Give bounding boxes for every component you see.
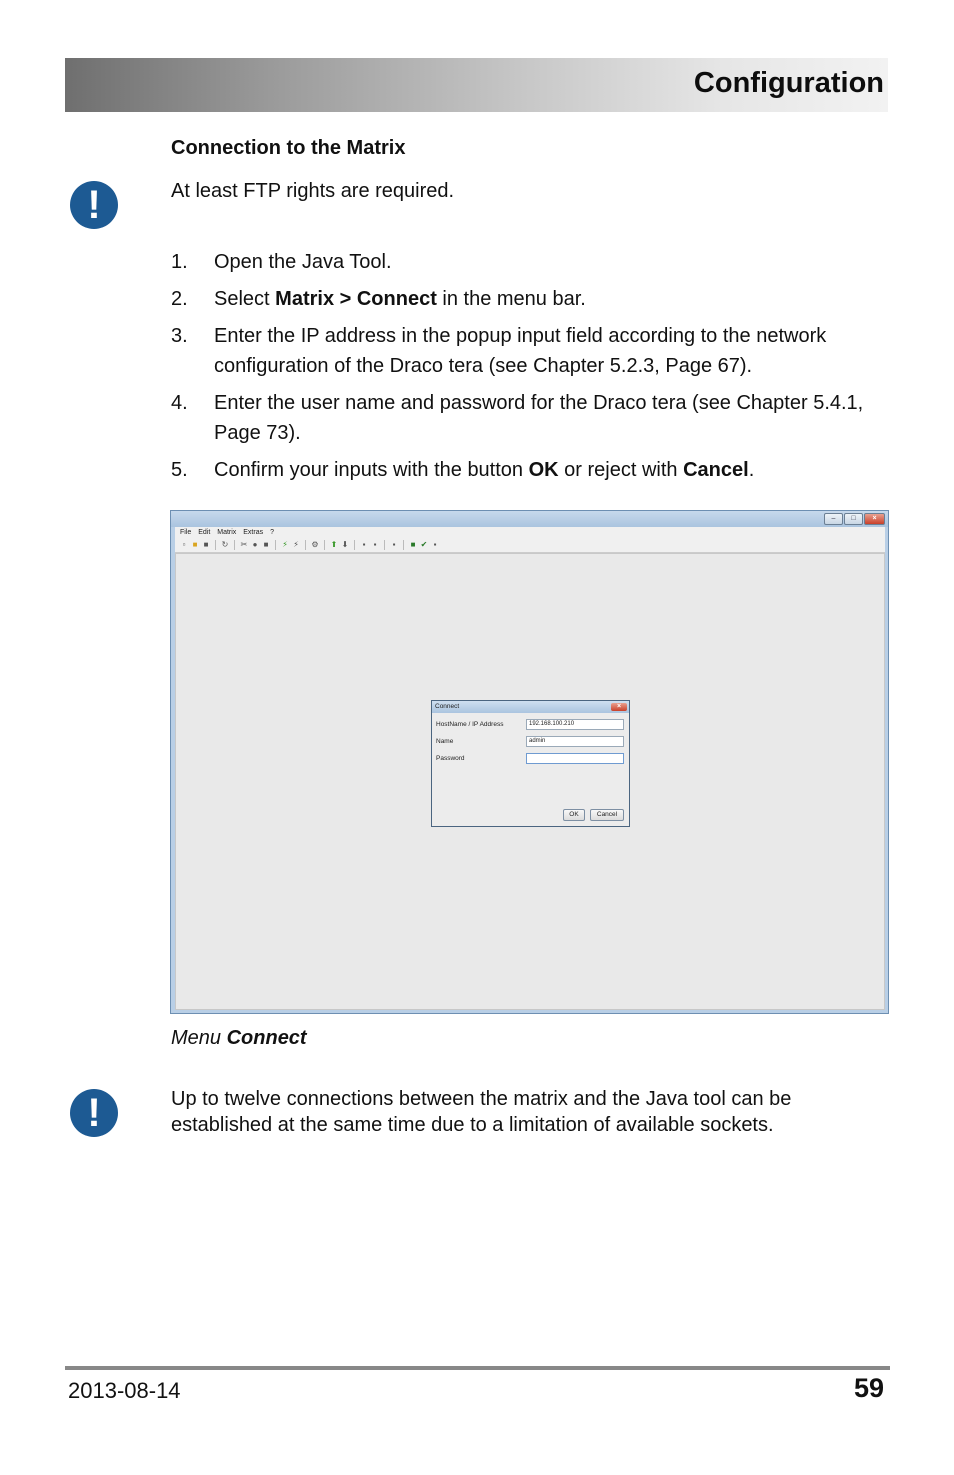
step-emphasis: OK	[528, 459, 559, 481]
list-item	[171, 321, 891, 381]
menu-extras[interactable]: Extras	[243, 529, 264, 536]
page-title: Configuration	[693, 67, 884, 99]
header-bar	[65, 58, 888, 112]
footer-date: 2013-08-14	[68, 1378, 181, 1403]
list-item	[171, 284, 891, 314]
close-button[interactable]: ×	[864, 513, 885, 525]
step-emphasis: Matrix > Connect	[275, 288, 437, 310]
footer-divider	[65, 1366, 890, 1370]
steps-list	[171, 247, 891, 492]
toolbar-separator	[275, 540, 276, 550]
caption-prefix: Menu	[171, 1027, 227, 1049]
toolbar-separator	[234, 540, 235, 550]
document-icon[interactable]: ▪	[362, 540, 366, 549]
toolbar-separator	[324, 540, 325, 550]
window-titlebar	[171, 511, 888, 527]
step-text: or reject with	[558, 459, 684, 481]
step-text: .	[748, 459, 755, 481]
section-title: Connection to the Matrix	[171, 137, 406, 159]
document-icon[interactable]: ▪	[392, 540, 396, 549]
new-file-icon[interactable]: ▫	[182, 540, 186, 549]
step-emphasis: Cancel	[683, 459, 749, 481]
document-icon[interactable]: ▪	[373, 540, 377, 549]
step-number: 4.	[171, 392, 188, 414]
note-connections-limit: Up to twelve connections between the matrix and the Java tool can be established at the same time due to a limitation of available sockets.	[171, 1088, 792, 1136]
menu-matrix[interactable]: Matrix	[217, 529, 237, 536]
page-number: 59	[853, 1373, 884, 1403]
name-label: Name	[436, 738, 454, 745]
paste-icon[interactable]: ■	[263, 540, 269, 549]
toolbar-separator	[384, 540, 385, 550]
step-text: Enter the user name and password for the Draco tera (see Chapter 5.4.1, Page 73).	[214, 392, 864, 444]
list-item	[171, 247, 891, 277]
note-ftp-rights: At least FTP rights are required.	[171, 180, 455, 202]
monitor-icon[interactable]: ■	[410, 540, 416, 549]
step-text: Open the Java Tool.	[214, 251, 392, 273]
upload-icon[interactable]: ⬆	[330, 540, 338, 549]
refresh-icon[interactable]: ↻	[221, 540, 229, 549]
step-text: Enter the IP address in the popup input field according to the network configuration of the Draco tera (see Chapter 5.2.3, Page 67).	[214, 325, 827, 377]
step-number: 3.	[171, 325, 188, 347]
menu-file[interactable]: File	[180, 529, 192, 536]
ok-button[interactable]: OK	[563, 809, 585, 821]
dialog-title: Connect	[432, 701, 629, 713]
toolbar-separator	[215, 540, 216, 550]
password-label: Password	[436, 755, 465, 762]
toolbar	[175, 538, 885, 553]
toolbar-separator	[403, 540, 404, 550]
toolbar-separator	[354, 540, 355, 550]
caption-emphasis: Connect	[226, 1027, 307, 1049]
list-item	[171, 455, 891, 485]
dialog-close-button[interactable]: ×	[611, 703, 627, 711]
save-icon[interactable]: ■	[203, 540, 209, 549]
step-text: Select	[214, 288, 276, 310]
connect-icon[interactable]: ⚡	[282, 540, 288, 549]
exclamation-icon: !	[70, 1089, 118, 1137]
step-number: 2.	[171, 288, 188, 310]
cancel-button[interactable]: Cancel	[590, 809, 624, 821]
password-input[interactable]	[526, 753, 624, 764]
step-text: in the menu bar.	[436, 288, 586, 310]
exclamation-icon: !	[70, 181, 118, 229]
minimize-button[interactable]: –	[824, 513, 843, 525]
step-number: 1.	[171, 251, 188, 273]
open-folder-icon[interactable]: ■	[192, 540, 198, 549]
app-window-screenshot	[170, 510, 889, 1014]
host-label: HostName / IP Address	[436, 721, 504, 728]
document-icon[interactable]: ▪	[433, 540, 437, 549]
figure-caption	[171, 1027, 307, 1050]
settings-icon[interactable]: ⚙	[311, 540, 319, 549]
menu-edit[interactable]: Edit	[198, 529, 211, 536]
download-icon[interactable]: ⬇	[341, 540, 349, 549]
disconnect-icon[interactable]: ⚡	[293, 540, 299, 549]
cut-icon[interactable]: ✂	[240, 540, 248, 549]
copy-icon[interactable]: ●	[252, 540, 258, 549]
menu-bar	[175, 527, 885, 538]
step-text: Confirm your inputs with the button	[214, 459, 529, 481]
list-item	[171, 388, 891, 448]
maximize-button[interactable]: □	[844, 513, 863, 525]
name-input[interactable]: admin	[526, 736, 624, 747]
toolbar-separator	[305, 540, 306, 550]
host-input[interactable]: 192.168.100.210	[526, 719, 624, 730]
checkmark-icon[interactable]: ✔	[420, 540, 428, 549]
menu-help[interactable]: ?	[270, 529, 274, 536]
step-number: 5.	[171, 459, 188, 481]
connect-dialog	[431, 700, 630, 827]
